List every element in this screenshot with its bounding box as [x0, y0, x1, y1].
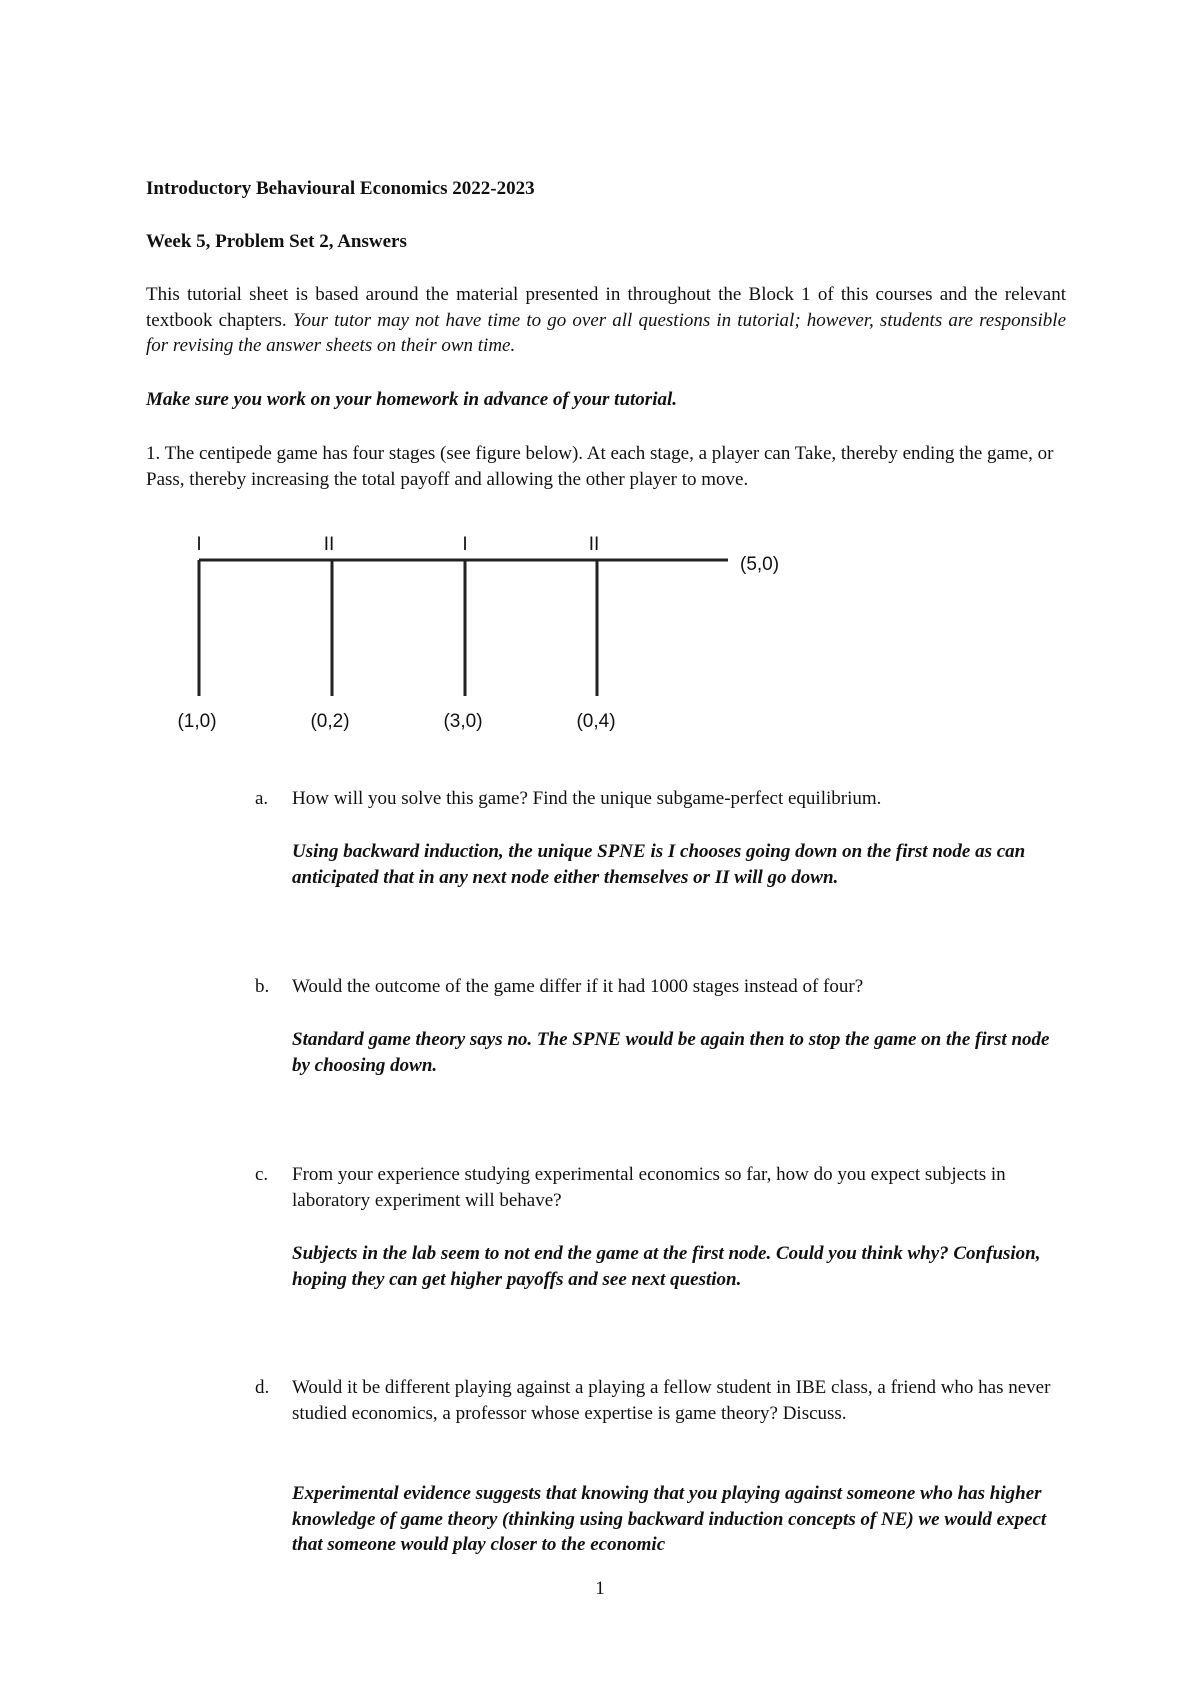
question-1-number: 1. — [146, 443, 161, 464]
payoff-label-2: (0,2) — [310, 711, 350, 732]
intro-italic-text: Your tutor may not have time to go over all questions in tutorial; however, students are responsible for revising the answer sheets on their own time. — [146, 309, 1067, 356]
player-label-1: I — [196, 534, 202, 555]
subquestion-a-text: How will you solve this game? Find the unique subgame-perfect equilibrium. — [292, 788, 882, 809]
player-label-2: II — [323, 534, 335, 555]
question-1-text: The centipede game has four stages (see figure below). At each stage, a player can Take, thereby ending the game, or Pass, thereby increasing the total payoff and allowing the other player to move. — [146, 443, 1054, 490]
player-label-3: I — [462, 534, 468, 555]
subquestion-c-answer: Subjects in the lab seem to not end the game at the first node. Could you think why? Confusion, hoping they can get higher payoffs and see next question. — [292, 1243, 1041, 1290]
payoff-label-4: (0,4) — [576, 711, 616, 732]
payoff-label-1: (1,0) — [177, 711, 217, 732]
problem-set-subtitle: Week 5, Problem Set 2, Answers — [146, 231, 407, 252]
subquestion-b-answer: Standard game theory says no. The SPNE would be again then to stop the game on the first node by choosing down. — [292, 1029, 1050, 1076]
subquestion-b-text: Would the outcome of the game differ if it had 1000 stages instead of four? — [292, 976, 864, 997]
subquestion-d-label: d. — [255, 1377, 270, 1398]
course-title: Introductory Behavioural Economics 2022-2023 — [146, 178, 535, 199]
subquestion-c-text: From your experience studying experimental economics so far, how do you expect subjects in laboratory experiment will behave? — [292, 1164, 1006, 1211]
page-number: 1 — [595, 1578, 605, 1599]
subquestion-d-text: Would it be different playing against a playing a fellow student in IBE class, a friend who has never studied economics, a professor whose expertise is game theory? Discuss. — [292, 1377, 1051, 1424]
homework-reminder: Make sure you work on your homework in advance of your tutorial. — [146, 389, 677, 410]
subquestion-d-answer: Experimental evidence suggests that knowing that you playing against someone who has higher knowledge of game theory (thinking using backward induction concepts of NE) we would expect that someone would play closer to the economic — [292, 1483, 1047, 1555]
subquestion-b-label: b. — [255, 976, 270, 997]
intro-plain-text: This tutorial sheet is based around the material presented in throughout the Block 1 of this courses and the relevant textbook chapters. — [146, 284, 1066, 331]
final-payoff-label: (5,0) — [740, 554, 780, 575]
player-label-4: II — [588, 534, 600, 555]
subquestion-c-label: c. — [255, 1164, 269, 1185]
centipede-game-figure — [0, 0, 1200, 760]
subquestion-a-answer: Using backward induction, the unique SPNE is I chooses going down on the first node as can anticipated that in any next node either themselves or II will go down. — [292, 841, 1026, 888]
payoff-label-3: (3,0) — [443, 711, 483, 732]
subquestion-a-label: a. — [255, 788, 269, 809]
